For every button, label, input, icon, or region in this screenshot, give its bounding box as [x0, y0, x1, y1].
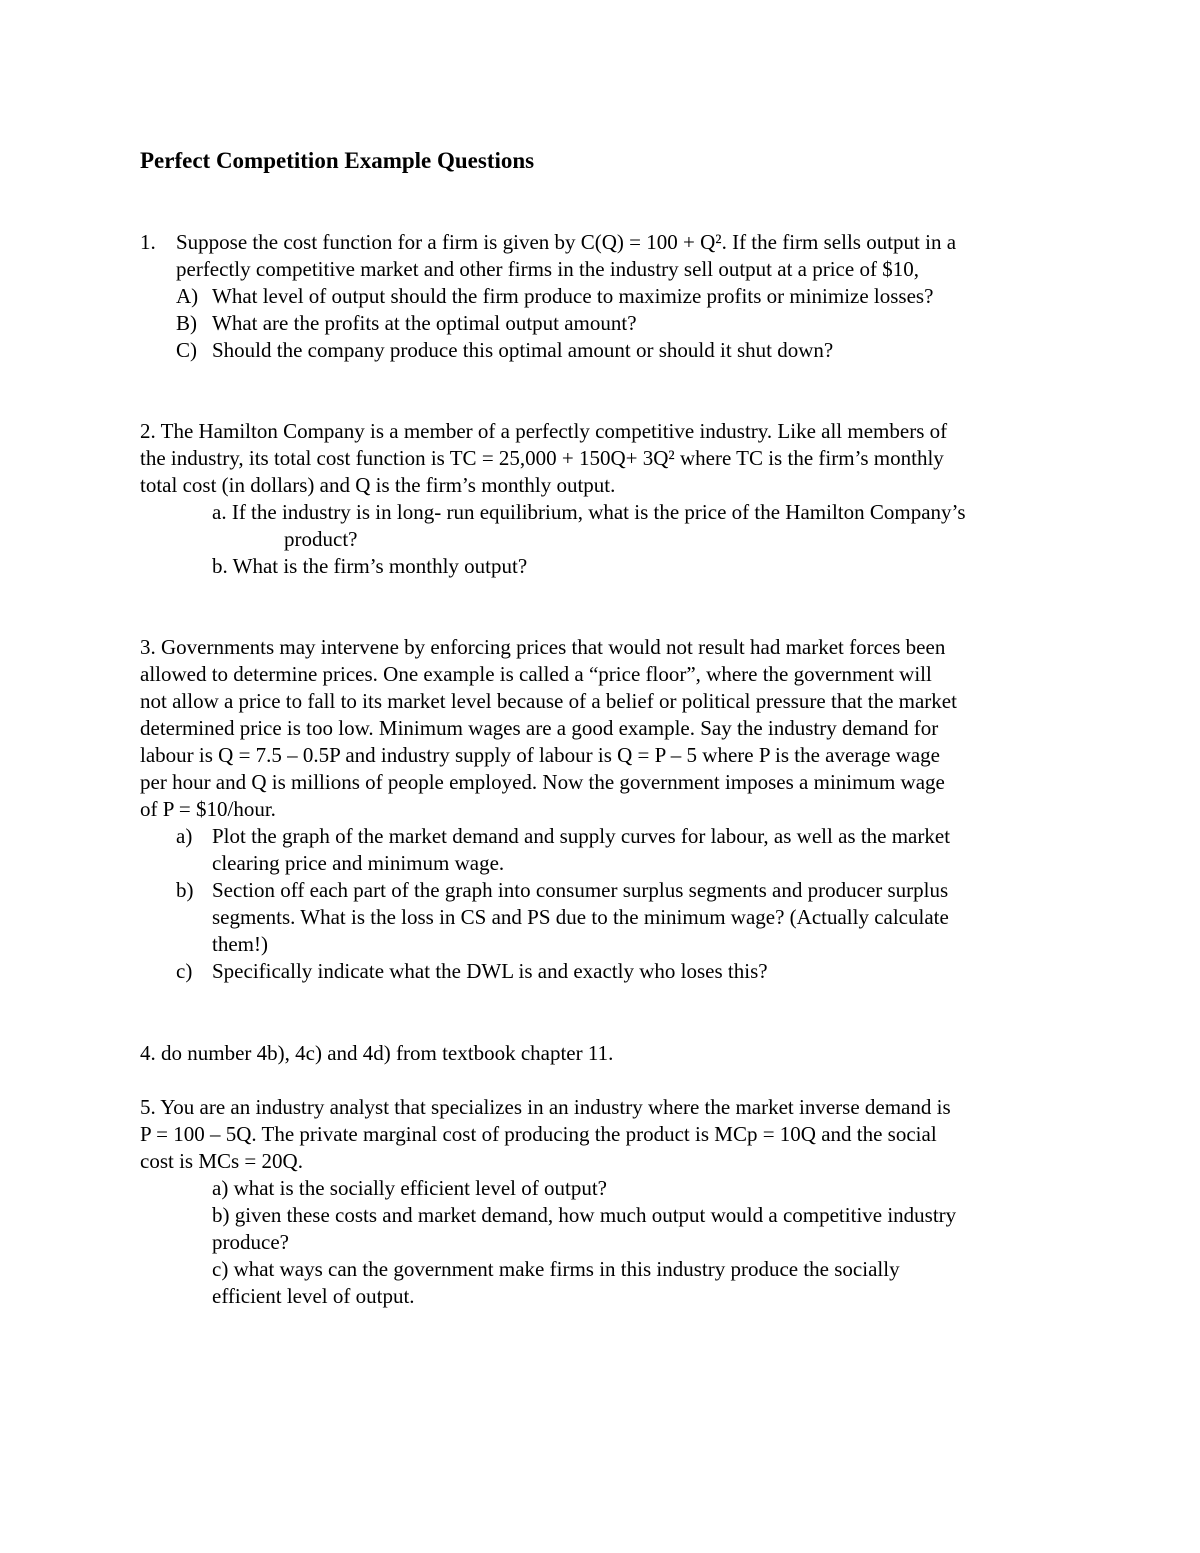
question-3-line-1: 3. Governments may intervene by enforcing prices that would not result had market forces been [140, 635, 946, 659]
question-5-part-b: b) given these costs and market demand, how much output would a competitive industry [212, 1203, 957, 1227]
page-title: Perfect Competition Example Questions [140, 148, 535, 173]
part-text: What level of output should the firm produce to maximize profits or minimize losses? [212, 284, 934, 308]
part-text: Specifically indicate what the DWL is and exactly who loses this? [212, 959, 768, 983]
part-text-continued: them!) [212, 932, 268, 956]
question-5-part-b-continued: produce? [212, 1230, 289, 1254]
question-1-number: 1. [140, 230, 156, 254]
question-3-part-b [140, 877, 1065, 904]
question-5-part-c-continued: efficient level of output. [212, 1284, 415, 1308]
part-text: Section off each part of the graph into consumer surplus segments and producer surplus [212, 878, 949, 902]
question-3-line-6: per hour and Q is millions of people employed. Now the government imposes a minimum wage [140, 770, 945, 794]
question-1-part-a [140, 283, 1065, 310]
question-2-line-1: 2. The Hamilton Company is a member of a perfectly competitive industry. Like all members of [140, 419, 948, 443]
question-1-line-2: perfectly competitive market and other firms in the industry sell output at a price of $10, [176, 257, 919, 281]
part-text-continued: segments. What is the loss in CS and PS due to the minimum wage? (Actually calculate [212, 905, 949, 929]
question-3-part-a [140, 823, 1065, 850]
question-2-line-2: the industry, its total cost function is TC = 25,000 + 150Q+ 3Q² where TC is the firm’s monthly [140, 446, 944, 470]
question-5-line-1: 5. You are an industry analyst that specializes in an industry where the market inverse demand is [140, 1095, 951, 1119]
question-2 [140, 418, 1065, 580]
part-text: Should the company produce this optimal amount or should it shut down? [212, 338, 834, 362]
question-5-part-a: a) what is the socially efficient level of output? [212, 1176, 607, 1200]
part-label: B) [176, 311, 197, 335]
question-5 [140, 1094, 1065, 1310]
question-3-line-7: of P = $10/hour. [140, 797, 276, 821]
question-4-line: 4. do number 4b), 4c) and 4d) from textbook chapter 11. [140, 1041, 614, 1065]
question-3-line-3: not allow a price to fall to its market level because of a belief or political pressure that the market [140, 689, 957, 713]
part-text: What are the profits at the optimal output amount? [212, 311, 637, 335]
part-label: C) [176, 338, 197, 362]
part-text-continued: clearing price and minimum wage. [212, 851, 505, 875]
part-label: b) [176, 878, 194, 902]
question-5-line-2: P = 100 – 5Q. The private marginal cost of producing the product is MCp = 10Q and the social [140, 1122, 937, 1146]
question-1-text: Suppose the cost function for a firm is given by C(Q) = 100 + Q². If the firm sells output in a [176, 230, 957, 254]
question-3-line-4: determined price is too low. Minimum wages are a good example. Say the industry demand for [140, 716, 939, 740]
question-1 [140, 229, 1065, 364]
question-3-line-2: allowed to determine prices. One example is called a “price floor”, where the government will [140, 662, 932, 686]
question-3 [140, 634, 1065, 985]
question-5-line-3: cost is MCs = 20Q. [140, 1149, 303, 1173]
part-label: a) [176, 824, 193, 848]
question-1-part-c [140, 337, 1065, 364]
part-label: c) [176, 959, 193, 983]
question-1-line-1 [140, 229, 1065, 256]
part-label: A) [176, 284, 199, 308]
question-3-part-c [140, 958, 1065, 985]
question-2-part-a-line-2: product? [284, 527, 358, 551]
question-1-part-b [140, 310, 1065, 337]
question-3-line-5: labour is Q = 7.5 – 0.5P and industry supply of labour is Q = P – 5 where P is the average wage [140, 743, 940, 767]
part-text: Plot the graph of the market demand and supply curves for labour, as well as the market [212, 824, 951, 848]
question-2-line-3: total cost (in dollars) and Q is the firm’s monthly output. [140, 473, 616, 497]
question-4 [140, 1040, 1065, 1067]
question-5-part-c: c) what ways can the government make firms in this industry produce the socially [212, 1257, 900, 1281]
question-2-part-a-line-1: a. If the industry is in long- run equilibrium, what is the price of the Hamilton Company’s [212, 500, 966, 524]
question-2-part-b: b. What is the firm’s monthly output? [212, 554, 528, 578]
